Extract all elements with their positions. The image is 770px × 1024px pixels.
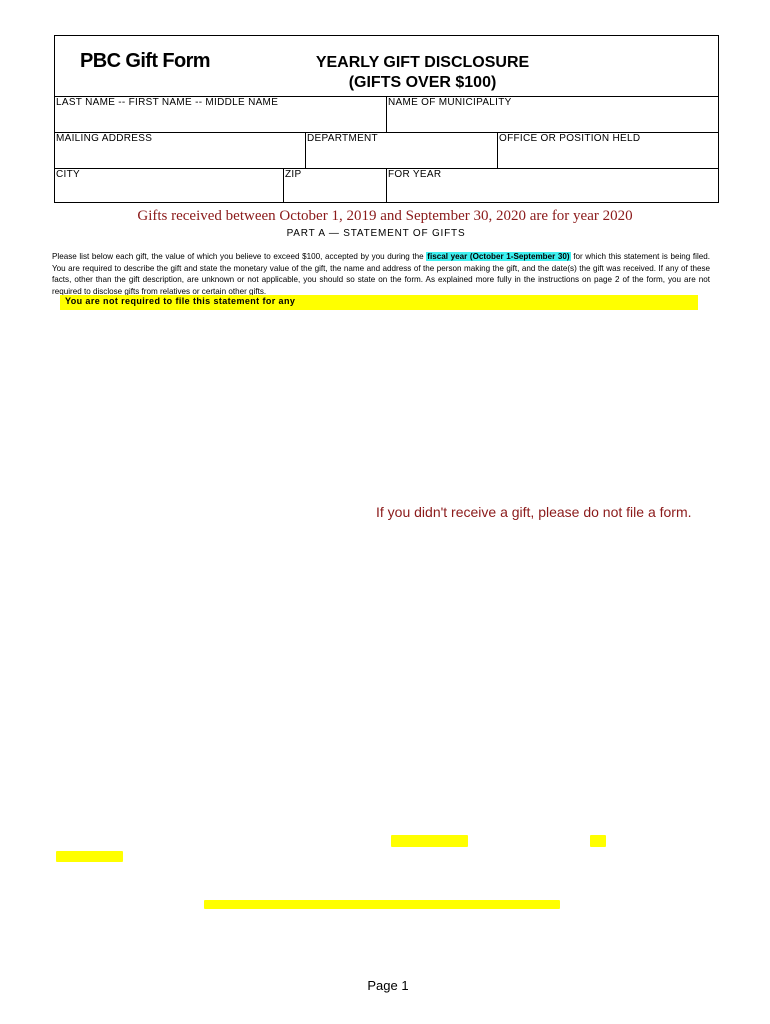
city-field[interactable] (56, 182, 281, 201)
col-divider-zip (386, 168, 387, 203)
col-divider-address (305, 132, 306, 168)
zip-field[interactable] (285, 182, 384, 201)
municipality-label: NAME OF MUNICIPALITY (388, 97, 512, 108)
office-label: OFFICE OR POSITION HELD (499, 133, 641, 144)
name-field[interactable] (56, 110, 384, 130)
title-line-2: (GIFTS OVER $100) (348, 74, 497, 91)
form-brand-title: PBC Gift Form (80, 50, 210, 72)
title-line-1: YEARLY GIFT DISCLOSURE (315, 54, 530, 71)
header-form-box (54, 35, 719, 203)
yellow-notice-text: You are not required to file this statement for any (65, 296, 296, 306)
department-label: DEPARTMENT (307, 133, 378, 144)
city-label: CITY (56, 169, 80, 180)
for-year-field[interactable] (388, 182, 716, 201)
highlight-mark-4 (204, 900, 560, 909)
mailing-address-label: MAILING ADDRESS (56, 133, 153, 144)
instructions-text-start: Please list below each gift, the value of which you believe to exceed $100, accepted by you during the (52, 252, 427, 261)
zip-label: ZIP (285, 169, 302, 180)
col-divider-name (386, 96, 387, 132)
municipality-field[interactable] (388, 110, 716, 130)
yellow-notice-bar (60, 295, 698, 310)
col-divider-department (497, 132, 498, 168)
office-field[interactable] (499, 146, 716, 166)
highlight-mark-2 (590, 835, 606, 847)
instructions-text-end: for which this statement is being filed. You are required to describe the gift and state the monetary value of the gift, the name and address of the person making the gift, and the date(s) the gift was received. If any of these facts, other than the gift description, are unknown or not applicable, you should so state on the form. As explained more fully in the instructions on page 2 of the form, you are not required to disclose gifts from relatives or certain other gifts. (52, 252, 710, 296)
col-divider-city (283, 168, 284, 203)
form-main-title (285, 53, 560, 93)
instructions-paragraph (52, 251, 710, 297)
department-field[interactable] (307, 146, 495, 166)
part-a-heading: PART A — STATEMENT OF GIFTS (286, 228, 466, 239)
highlight-mark-1 (391, 835, 468, 847)
name-label: LAST NAME -- FIRST NAME -- MIDDLE NAME (56, 97, 279, 108)
page-number: Page 1 (367, 978, 409, 993)
year-notice: Gifts received between October 1, 2019 and September 30, 2020 are for year 2020 (137, 208, 633, 224)
fiscal-year-highlight: fiscal year (October 1-September 30) (427, 252, 570, 261)
mailing-address-field[interactable] (56, 146, 303, 166)
for-year-label: FOR YEAR (388, 169, 442, 180)
no-gift-notice: If you didn't receive a gift, please do not file a form. (376, 504, 692, 520)
highlight-mark-3 (56, 851, 123, 862)
